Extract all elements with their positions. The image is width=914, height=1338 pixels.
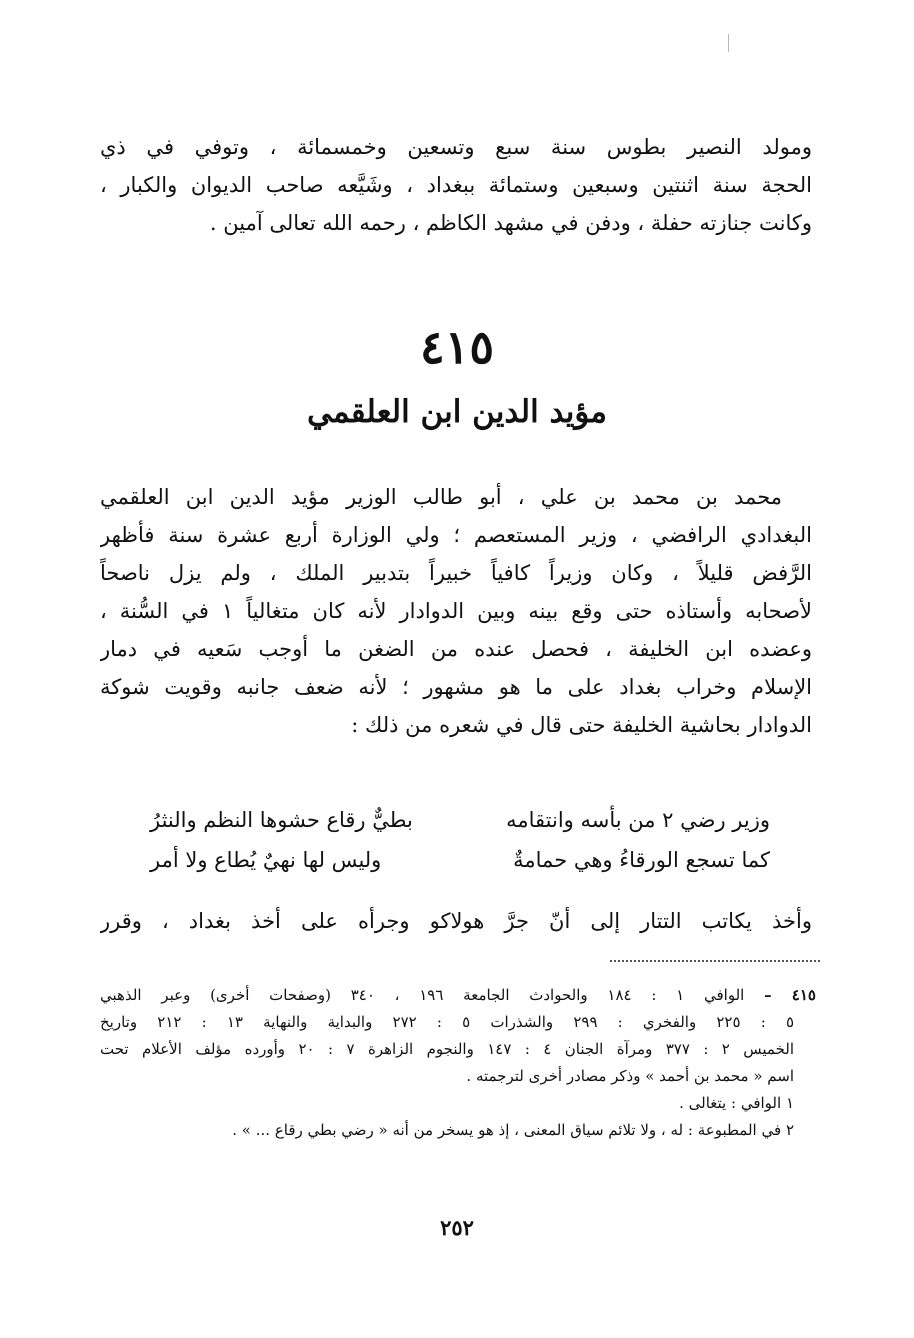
footnote-item bbox=[100, 1090, 816, 1117]
footnote-separator bbox=[610, 960, 820, 962]
footnote-item bbox=[100, 1117, 816, 1144]
poem-hemistich-second: بطيٌّ رقاع حشوها النظم والنثرُ bbox=[150, 808, 413, 832]
text-line: الدوادار بحاشية الخليفة حتى قال في شعره من ذلك : bbox=[351, 713, 812, 737]
text-line: وكانت جنازته حفلة ، ودفن في مشهد الكاظم ، رحمه الله تعالى آمين . bbox=[209, 211, 812, 235]
footnote-number: ٢ bbox=[785, 1121, 794, 1139]
footnote-source-line: الخميس ٢ : ٣٧٧ ومرآة الجنان ٤ : ١٤٧ والنجوم الزاهرة ٧ : ٢٠ وأورده مؤلف الأعلام تحت bbox=[100, 1040, 795, 1058]
intro-paragraph bbox=[100, 128, 812, 242]
text-line: ومولد النصير بطوس سنة سبع وتسعين وخمسمائة ، وتوفي في ذي bbox=[100, 135, 812, 159]
footnote-source-line: اسم « محمد بن أحمد » وذكر مصادر أخرى لترجمته . bbox=[466, 1067, 794, 1085]
text-line: لأصحابه وأستاذه حتى وقع بينه وبين الدوادار لأنه كان متغالياً ١ في السُّنة ، bbox=[100, 599, 812, 623]
footnotes bbox=[100, 982, 816, 1144]
poem-verse bbox=[150, 840, 770, 880]
text-line: الرَّفض قليلاً ، وكان وزيراً كافياً خبيراً بتدبير الملك ، ولم يزل ناصحاً bbox=[100, 561, 812, 585]
footnote-source-line: ٥ : ٢٢٥ والفخري : ٢٩٩ والشذرات ٥ : ٢٧٢ والبداية والنهاية ١٣ : ٢١٢ وتاريخ bbox=[100, 1013, 795, 1031]
text-line: الحجة سنة اثنتين وسبعين وستمائة ببغداد ، وشَيَّعه صاحب الديوان والكبار ، bbox=[100, 173, 812, 197]
entry-title: مؤيد الدين ابن العلقمي bbox=[306, 394, 607, 430]
footnote-entry-number: ٤١٥ – bbox=[764, 986, 816, 1004]
text-line: الإسلام وخراب بغداد على ما هو مشهور ؛ لأنه ضعف جانبه وقويت شوكة bbox=[100, 675, 812, 699]
poem-hemistich-second: وليس لها نهيٌ يُطاع ولا أمر bbox=[150, 848, 382, 872]
closing-paragraph bbox=[100, 902, 812, 940]
entry-number: ٤١٥ bbox=[419, 320, 495, 374]
scan-artifact bbox=[728, 34, 729, 52]
text-line: البغدادي الرافضي ، وزير المستعصم ؛ ولي الوزارة أربع عشرة سنة فأظهر bbox=[100, 523, 812, 547]
poem bbox=[150, 800, 770, 880]
biography-paragraph bbox=[100, 478, 812, 744]
footnote-text: الوافي : يتغالى . bbox=[679, 1094, 782, 1112]
footnote-text: في المطبوعة : له ، ولا تلائم سياق المعنى ، إذ هو يسخر من أنه « رضي بطي رقاع ... » . bbox=[232, 1121, 782, 1139]
footnote-number: ١ bbox=[785, 1094, 794, 1112]
poem-hemistich-first: كما تسجع الورقاءُ وهي حمامةٌ bbox=[513, 848, 770, 872]
text-line: وأخذ يكاتب التتار إلى أنّ جرَّ هولاكو وجرأه على أخذ بغداد ، وقرر bbox=[100, 909, 812, 933]
text-line: وعضده ابن الخليفة ، فحصل عنده من الضغن ما أوجب سَعيه في دمار bbox=[100, 637, 812, 661]
page-number: ٢٥٢ bbox=[440, 1215, 474, 1240]
footnote-source-line bbox=[100, 982, 816, 1009]
poem-verse bbox=[150, 800, 770, 840]
poem-hemistich-first: وزير رضي ٢ من بأسه وانتقامه bbox=[506, 808, 770, 832]
text-line: محمد بن محمد بن علي ، أبو طالب الوزير مؤيد الدين ابن العلقمي bbox=[100, 485, 782, 509]
footnote-source-text: الوافي ١ : ١٨٤ والحوادث الجامعة ١٩٦ ، ٣٤٠ (وصفحات أخرى) وعبر الذهبي bbox=[100, 986, 745, 1004]
